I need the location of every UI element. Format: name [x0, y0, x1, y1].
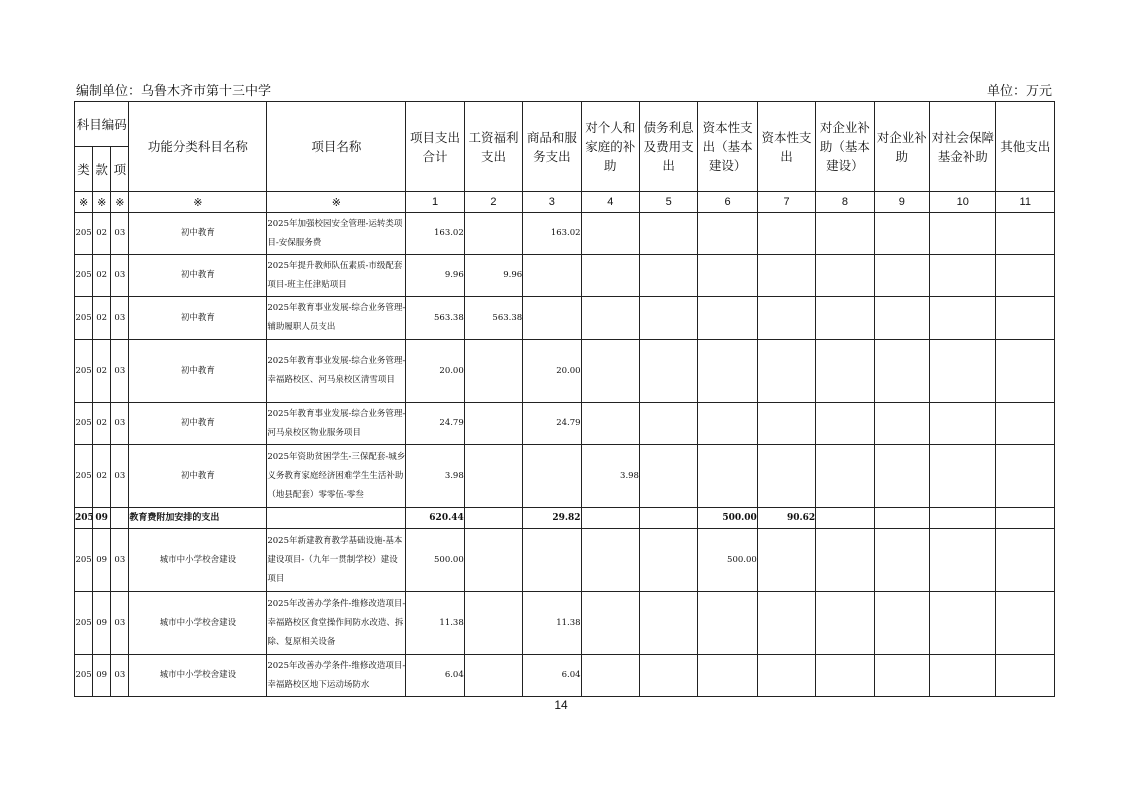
cell-value: 11.38 [406, 592, 464, 655]
cell-value: 163.02 [523, 213, 581, 255]
cell-value [874, 655, 929, 697]
cell-value [816, 340, 874, 403]
cell-value [581, 340, 639, 403]
cell-kuan: 02 [93, 445, 111, 508]
cell-value [581, 403, 639, 445]
cell-value [874, 529, 929, 592]
index-7: 7 [757, 192, 815, 213]
cell-value [464, 340, 522, 403]
cell-value [874, 213, 929, 255]
currency-unit: 单位：万元 [986, 84, 1052, 99]
cell-lei: 205 [75, 592, 93, 655]
cell-lei: 205 [75, 508, 93, 529]
cell-kuan: 02 [93, 213, 111, 255]
func-name-header: 功能分类科目名称 [129, 102, 267, 192]
col-8-header: 对企业补助（基本建设） [816, 102, 874, 192]
cell-lei: 205 [75, 213, 93, 255]
col-5-header: 债务利息及费用支出 [639, 102, 697, 192]
index-8: 8 [816, 192, 874, 213]
index-2: 2 [464, 192, 522, 213]
kuan-header: 款 [93, 147, 111, 192]
col-9-header: 对企业补助 [874, 102, 929, 192]
cell-value [698, 255, 757, 297]
cell-value [874, 445, 929, 508]
index-func: ※ [129, 192, 267, 213]
cell-value [930, 445, 996, 508]
col-7-header: 资本性支出 [757, 102, 815, 192]
cell-kuan: 09 [93, 529, 111, 592]
table-row [75, 255, 1055, 297]
subject-code-header: 科目编码 [75, 102, 129, 147]
cell-project-name: 2025年资助贫困学生-三保配套-城乡义务教育家庭经济困难学生生活补助（地县配套）零零伍-零叁 [267, 445, 406, 508]
cell-value: 500.00 [406, 529, 464, 592]
cell-value [581, 508, 639, 529]
index-1: 1 [406, 192, 464, 213]
cell-value [930, 508, 996, 529]
cell-func-name: 城市中小学校舍建设 [129, 592, 267, 655]
cell-value [639, 445, 697, 508]
index-9: 9 [874, 192, 929, 213]
cell-value [639, 529, 697, 592]
col-1-header: 项目支出合计 [406, 102, 464, 192]
index-row [75, 192, 1055, 213]
table-row [75, 340, 1055, 403]
cell-value [698, 445, 757, 508]
cell-kuan: 02 [93, 297, 111, 340]
table-row [75, 529, 1055, 592]
cell-value: 6.04 [406, 655, 464, 697]
col-10-header: 对社会保障基金补助 [930, 102, 996, 192]
cell-value [581, 297, 639, 340]
cell-value [639, 213, 697, 255]
cell-value: 9.96 [464, 255, 522, 297]
cell-lei: 205 [75, 445, 93, 508]
cell-value [464, 445, 522, 508]
cell-value [639, 255, 697, 297]
index-11: 11 [996, 192, 1055, 213]
cell-value [816, 529, 874, 592]
cell-xiang: 03 [111, 213, 129, 255]
header-row-1 [75, 102, 1055, 147]
cell-value [930, 255, 996, 297]
index-10: 10 [930, 192, 996, 213]
cell-xiang: 03 [111, 403, 129, 445]
cell-value [464, 213, 522, 255]
cell-value [757, 529, 815, 592]
project-expenditure-table [74, 101, 1055, 697]
col-6-header: 资本性支出（基本建设） [698, 102, 757, 192]
cell-value [639, 655, 697, 697]
cell-value [523, 255, 581, 297]
cell-value [757, 297, 815, 340]
cell-value: 90.62 [757, 508, 815, 529]
cell-value [996, 529, 1055, 592]
index-5: 5 [639, 192, 697, 213]
cell-xiang: 03 [111, 592, 129, 655]
cell-value: 620.44 [406, 508, 464, 529]
table-body [75, 213, 1055, 697]
cell-value [639, 403, 697, 445]
table-row [75, 592, 1055, 655]
cell-value [698, 403, 757, 445]
compiling-unit: 编制单位：乌鲁木齐市第十三中学 [76, 84, 272, 99]
col-4-header: 对个人和家庭的补助 [581, 102, 639, 192]
cell-project-name: 2025年提升教师队伍素质-市级配套项目-班主任津贴项目 [267, 255, 406, 297]
cell-value [930, 403, 996, 445]
cell-func-name: 初中教育 [129, 340, 267, 403]
cell-value [464, 592, 522, 655]
cell-value [698, 592, 757, 655]
cell-value [757, 592, 815, 655]
cell-value [930, 529, 996, 592]
cell-value: 6.04 [523, 655, 581, 697]
cell-value [639, 340, 697, 403]
cell-value [930, 213, 996, 255]
index-6: 6 [698, 192, 757, 213]
cell-kuan: 02 [93, 403, 111, 445]
index-lei: ※ [75, 192, 93, 213]
cell-xiang: 03 [111, 340, 129, 403]
proj-name-header: 项目名称 [267, 102, 406, 192]
cell-value [757, 255, 815, 297]
cell-func-name: 城市中小学校舍建设 [129, 529, 267, 592]
cell-value [996, 213, 1055, 255]
cell-project-name [267, 508, 406, 529]
cell-value [698, 213, 757, 255]
cell-lei: 205 [75, 340, 93, 403]
cell-value [996, 592, 1055, 655]
cell-value [757, 403, 815, 445]
cell-value [581, 529, 639, 592]
cell-value: 20.00 [406, 340, 464, 403]
cell-xiang: 03 [111, 655, 129, 697]
cell-value [757, 340, 815, 403]
cell-value: 500.00 [698, 529, 757, 592]
table-row [75, 655, 1055, 697]
cell-value [996, 655, 1055, 697]
cell-value [930, 655, 996, 697]
cell-lei: 205 [75, 529, 93, 592]
cell-value [816, 655, 874, 697]
cell-xiang: 03 [111, 255, 129, 297]
cell-value [523, 297, 581, 340]
table-row [75, 403, 1055, 445]
cell-value [698, 340, 757, 403]
cell-value [639, 297, 697, 340]
cell-lei: 205 [75, 403, 93, 445]
cell-kuan: 09 [93, 655, 111, 697]
cell-value: 9.96 [406, 255, 464, 297]
cell-func-name: 初中教育 [129, 255, 267, 297]
cell-lei: 205 [75, 655, 93, 697]
cell-project-name: 2025年改善办学条件-维修改造项目-幸福路校区地下运动场防水 [267, 655, 406, 697]
cell-value [874, 255, 929, 297]
index-3: 3 [523, 192, 581, 213]
col-3-header: 商品和服务支出 [523, 102, 581, 192]
cell-func-name: 初中教育 [129, 297, 267, 340]
cell-value [874, 508, 929, 529]
cell-project-name: 2025年改善办学条件-维修改造项目-幸福路校区食堂操作间防水改造、拆除、复原相关设备 [267, 592, 406, 655]
cell-project-name: 2025年教育事业发展-综合业务管理-河马泉校区物业服务项目 [267, 403, 406, 445]
index-kuan: ※ [93, 192, 111, 213]
cell-project-name: 2025年加强校园安全管理-运转类项目-安保服务费 [267, 213, 406, 255]
cell-value: 163.02 [406, 213, 464, 255]
cell-func-name: 城市中小学校舍建设 [129, 655, 267, 697]
cell-value [996, 340, 1055, 403]
table-row [75, 297, 1055, 340]
cell-value: 563.38 [406, 297, 464, 340]
cell-xiang: 03 [111, 529, 129, 592]
cell-value [757, 445, 815, 508]
index-proj: ※ [267, 192, 406, 213]
cell-func-name: 教育费附加安排的支出 [129, 508, 267, 529]
xiang-header: 项 [111, 147, 129, 192]
cell-value [816, 592, 874, 655]
cell-value [464, 529, 522, 592]
cell-project-name: 2025年新建教育教学基础设施-基本建设项目-（九年一贯制学校）建设项目 [267, 529, 406, 592]
cell-project-name: 2025年教育事业发展-综合业务管理-幸福路校区、河马泉校区清雪项目 [267, 340, 406, 403]
cell-value [581, 655, 639, 697]
cell-lei: 205 [75, 297, 93, 340]
cell-value [930, 297, 996, 340]
cell-value [757, 213, 815, 255]
cell-value [523, 529, 581, 592]
cell-value [816, 213, 874, 255]
cell-value: 29.82 [523, 508, 581, 529]
table-row [75, 445, 1055, 508]
cell-project-name: 2025年教育事业发展-综合业务管理-辅助履职人员支出 [267, 297, 406, 340]
lei-header: 类 [75, 147, 93, 192]
cell-value [930, 592, 996, 655]
cell-func-name: 初中教育 [129, 213, 267, 255]
cell-value [464, 508, 522, 529]
cell-value [816, 508, 874, 529]
index-4: 4 [581, 192, 639, 213]
cell-kuan: 02 [93, 340, 111, 403]
cell-value: 3.98 [581, 445, 639, 508]
cell-value [581, 592, 639, 655]
cell-func-name: 初中教育 [129, 445, 267, 508]
table-row [75, 213, 1055, 255]
cell-value [698, 297, 757, 340]
cell-value [639, 592, 697, 655]
cell-value [874, 297, 929, 340]
page-number: 14 [554, 698, 568, 712]
cell-value: 24.79 [406, 403, 464, 445]
cell-value [639, 508, 697, 529]
cell-func-name: 初中教育 [129, 403, 267, 445]
cell-xiang [111, 508, 129, 529]
cell-value [996, 297, 1055, 340]
cell-value [874, 340, 929, 403]
cell-xiang: 03 [111, 445, 129, 508]
cell-value: 563.38 [464, 297, 522, 340]
cell-value [816, 403, 874, 445]
cell-value: 24.79 [523, 403, 581, 445]
cell-kuan: 09 [93, 508, 111, 529]
cell-value: 11.38 [523, 592, 581, 655]
cell-kuan: 09 [93, 592, 111, 655]
cell-value [464, 655, 522, 697]
cell-value [996, 403, 1055, 445]
cell-value: 20.00 [523, 340, 581, 403]
cell-value [816, 445, 874, 508]
cell-xiang: 03 [111, 297, 129, 340]
cell-value [698, 655, 757, 697]
cell-value [996, 255, 1055, 297]
cell-value [930, 340, 996, 403]
index-xiang: ※ [111, 192, 129, 213]
cell-value [581, 255, 639, 297]
cell-value [816, 255, 874, 297]
cell-value [996, 445, 1055, 508]
cell-value [874, 592, 929, 655]
cell-value [523, 445, 581, 508]
cell-value: 500.00 [698, 508, 757, 529]
cell-kuan: 02 [93, 255, 111, 297]
cell-value [874, 403, 929, 445]
cell-value [757, 655, 815, 697]
cell-value [996, 508, 1055, 529]
cell-value [464, 403, 522, 445]
cell-value: 3.98 [406, 445, 464, 508]
cell-value [581, 213, 639, 255]
col-11-header: 其他支出 [996, 102, 1055, 192]
col-2-header: 工资福利支出 [464, 102, 522, 192]
cell-value [816, 297, 874, 340]
cell-lei: 205 [75, 255, 93, 297]
table-row [75, 508, 1055, 529]
